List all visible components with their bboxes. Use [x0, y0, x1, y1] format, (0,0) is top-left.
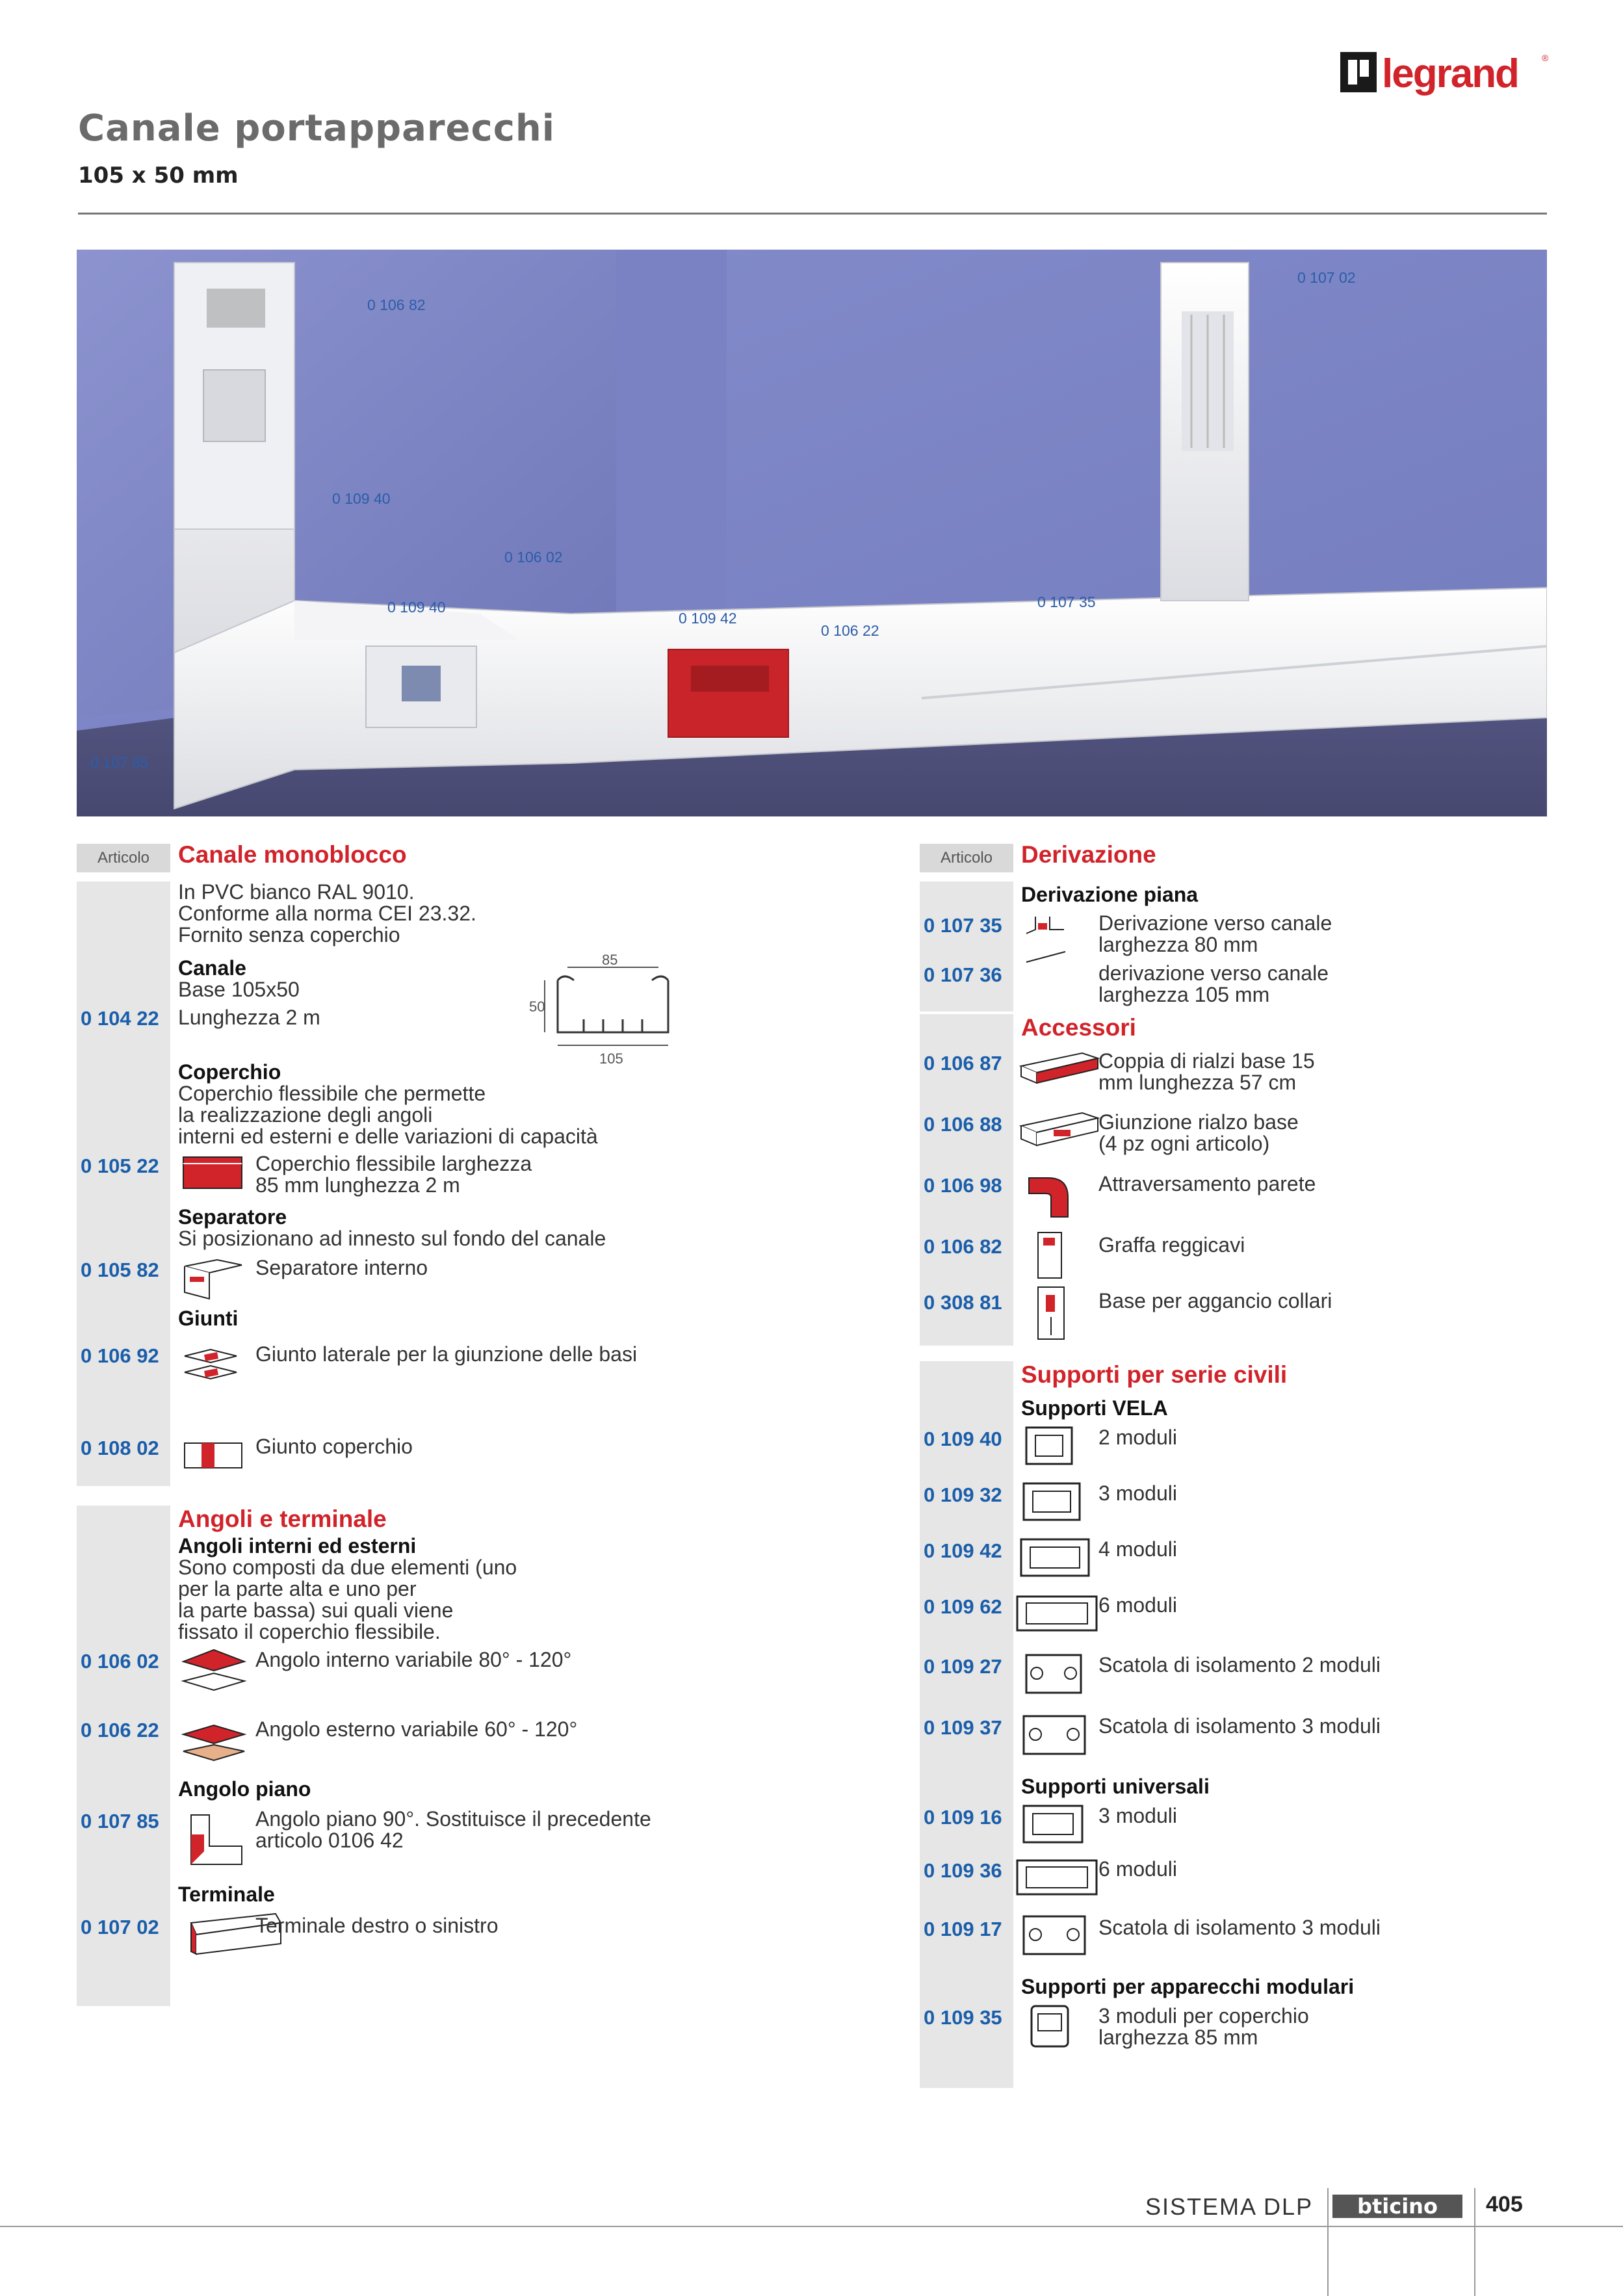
header-divider — [78, 213, 1547, 215]
footer-system-label: SISTEMA DLP — [1145, 2193, 1314, 2220]
supporto-6-moduli-icon — [1015, 1589, 1099, 1638]
article-header — [77, 841, 876, 872]
article-code: 0 107 85 — [81, 1810, 159, 1833]
bticino-logo — [1332, 2192, 1462, 2221]
photo-callout: 0 109 42 — [679, 610, 737, 627]
article-code: 0 106 87 — [924, 1052, 1002, 1075]
article-code: 0 106 98 — [924, 1174, 1002, 1197]
angolo-esterno-icon — [178, 1708, 250, 1767]
right-column — [920, 841, 1547, 2088]
scatola-isolamento-icon — [1017, 1909, 1095, 1963]
article-code: 0 109 36 — [924, 1859, 1002, 1882]
article-code: 0 106 02 — [81, 1650, 159, 1673]
derivazione-block: Derivazione piana 0 107 35 Derivazione verso canale larghezza 80 mm 0 107 36 derivazione verso canale larghezza 105 mm — [920, 881, 1547, 1011]
section-title-derivazione: Derivazione — [1021, 841, 1156, 868]
article-code: 0 109 62 — [924, 1595, 1002, 1618]
supporto-modulare-icon — [1019, 2000, 1090, 2052]
rialzo-icon — [1017, 1047, 1102, 1093]
section-title-supporti: Supporti per serie civili — [1021, 1361, 1288, 1388]
article-code: 0 109 17 — [924, 1918, 1002, 1940]
article-code: 0 105 22 — [81, 1155, 159, 1177]
derivazione-icon — [1021, 910, 1073, 966]
photo-callout: 0 106 02 — [504, 549, 563, 566]
article-code: 0 109 35 — [924, 2006, 1002, 2029]
coperchio-icon — [178, 1151, 250, 1196]
section-title-accessori: Accessori — [1021, 1014, 1136, 1041]
page-subtitle: 105 x 50 mm — [78, 163, 239, 189]
footer-divider — [0, 2226, 1623, 2227]
article-code: 0 106 92 — [81, 1344, 159, 1367]
supporto-3-moduli-icon — [1017, 1477, 1095, 1526]
article-code: 0 109 37 — [924, 1716, 1002, 1739]
article-code: 0 107 35 — [924, 914, 1002, 937]
attraversamento-icon — [1022, 1165, 1094, 1220]
article-tag: Articolo — [77, 844, 170, 872]
section-title-canale: Canale monoblocco — [178, 841, 407, 868]
article-code: 0 108 02 — [81, 1437, 159, 1459]
supporto-4-moduli-icon — [1017, 1533, 1095, 1582]
svg-text:bticino: bticino — [1357, 2194, 1438, 2219]
article-code: 0 104 22 — [81, 1007, 159, 1030]
article-code: 0 106 82 — [924, 1235, 1002, 1258]
left-column — [77, 841, 876, 2006]
photo-callout: 0 109 40 — [332, 490, 391, 507]
photo-callout: 0 106 82 — [367, 296, 426, 313]
giunto-coperchio-icon — [178, 1431, 250, 1477]
article-tag: Articolo — [920, 844, 1013, 872]
photo-callout: 0 107 02 — [1297, 269, 1356, 286]
article-code: 0 106 88 — [924, 1113, 1002, 1136]
article-header — [920, 841, 1547, 872]
article-code: 0 109 16 — [924, 1806, 1002, 1829]
product-photo — [77, 250, 1547, 816]
photo-callout: 0 109 40 — [387, 599, 446, 616]
accessori-block: Accessori 0 106 87 Coppia di rialzi base 15 mm lunghezza 57 cm 0 106 88 Giunzione rialzo base (4 pz ogni articolo) 0 106 98 Attraversamento parete 0 106 82 Graffa reggicavi 0 308 81 Base per aggancio collari — [920, 1014, 1547, 1346]
svg-text:legrand: legrand — [1382, 51, 1518, 96]
article-code: 0 109 27 — [924, 1655, 1002, 1678]
graffa-icon — [1022, 1226, 1094, 1279]
page-title: Canale portapparecchi — [78, 107, 555, 150]
page-number: 405 — [1486, 2192, 1523, 2217]
article-code: 0 109 32 — [924, 1483, 1002, 1506]
article-code: 0 109 42 — [924, 1539, 1002, 1562]
svg-text:®: ® — [1542, 53, 1549, 63]
supporti-block: Supporti per serie civili Supporti VELA 0 109 40 2 moduli 0 109 32 3 moduli 0 109 42 4 moduli 0 109 62 6 moduli 0 109 27 Scatola di isolamento 2 moduli 0 109 37 Scatola di isolamento 3 moduli Supporti universali 0 109 16 3 moduli 0 109 36 6 moduli 0 109 17 Scatola di isolamento 3 moduli Supporti per apparecchi modulari 0 109 35 3 moduli per coperchio larghezza 85 mm — [920, 1361, 1547, 2088]
scatola-isolamento-icon — [1017, 1647, 1095, 1701]
legrand-logo — [1339, 47, 1553, 105]
separatore-icon — [178, 1253, 250, 1300]
giunto-laterale-icon — [178, 1337, 250, 1389]
base-collari-icon — [1022, 1281, 1094, 1340]
angolo-piano-icon — [178, 1808, 250, 1871]
photo-callout: 0 107 85 — [90, 754, 149, 771]
scatola-isolamento-icon — [1017, 1708, 1095, 1762]
angolo-interno-icon — [178, 1642, 250, 1701]
article-code: 0 105 82 — [81, 1259, 159, 1281]
photo-illustration — [77, 250, 1547, 816]
section-title-angoli: Angoli e terminale — [178, 1506, 387, 1532]
photo-callout: 0 106 22 — [821, 622, 879, 639]
supporto-universale-6-icon — [1015, 1853, 1099, 1902]
article-code: 0 107 02 — [81, 1916, 159, 1938]
giunzione-rialzo-icon — [1017, 1106, 1102, 1157]
footer-divider — [1474, 2188, 1475, 2296]
article-code: 0 109 40 — [924, 1428, 1002, 1450]
supporto-2-moduli-icon — [1017, 1421, 1095, 1470]
article-code: 0 308 81 — [924, 1291, 1002, 1314]
article-code: 0 107 36 — [924, 963, 1002, 986]
supporto-universale-3-icon — [1017, 1799, 1095, 1849]
photo-callout: 0 107 35 — [1037, 594, 1096, 610]
article-code: 0 106 22 — [81, 1719, 159, 1742]
footer-divider — [1327, 2188, 1329, 2296]
canale-block: In PVC bianco RAL 9010. Conforme alla norma CEI 23.32. Fornito senza coperchio Canale Base 105x50 0 104 22 Lunghezza 2 m 85 50 105 Coperchio Coperchio flessibile che permette la realizzazione degli angoli interni ed esterni e delle variazioni di capacità 0 105 22 Coperchio flessibile larghezza 85 mm lunghezza 2 m Separatore Si posizionano ad innesto sul fondo del canale 0 105 82 Separatore interno Giunti 0 106 92 Giunto laterale per la giunzione delle basi 0 108 02 Giunto coperchio — [77, 881, 876, 1486]
angoli-block: Angoli e terminale Angoli interni ed esterni Sono composti da due elementi (uno per la parte alta e uno per la parte bassa) sui quali viene fissato il coperchio flessibile. 0 106 02 Angolo interno variabile 80° - 120° 0 106 22 Angolo esterno variabile 60° - 120° Angolo piano 0 107 85 Angolo piano 90°. Sostituisce il precedente articolo 0106 42 Terminale 0 107 02 Terminale destro o sinistro — [77, 1506, 876, 2006]
